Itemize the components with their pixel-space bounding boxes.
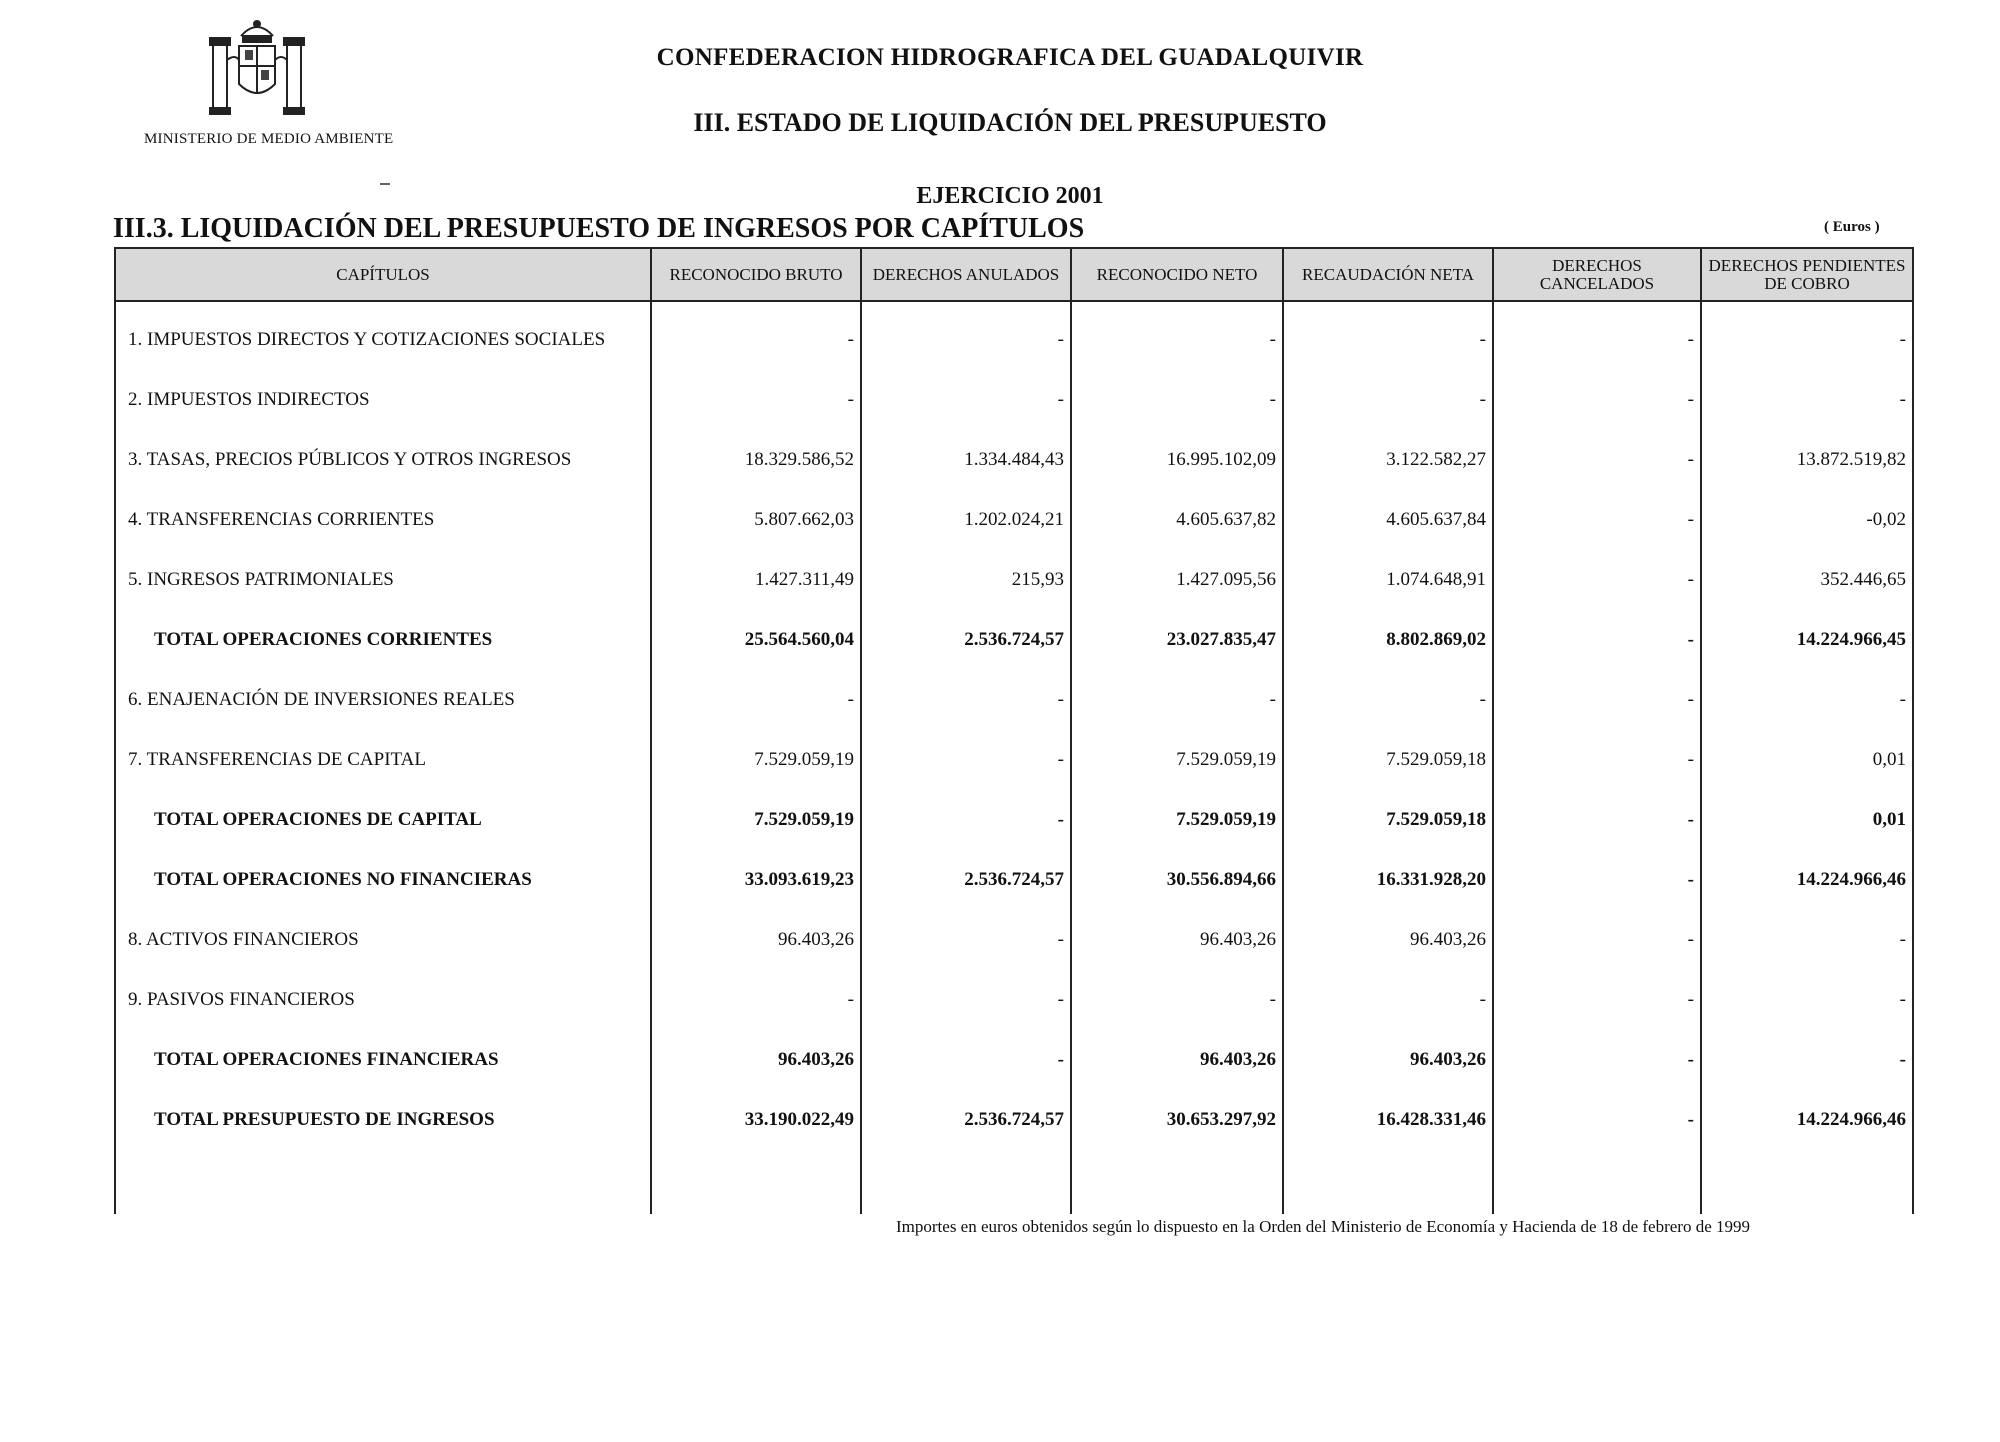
column-header: RECONOCIDO NETO [1071, 248, 1283, 301]
ministry-label: MINISTERIO DE MEDIO AMBIENTE [144, 131, 394, 147]
cell-derechos-anulados: 2.536.724,57 [861, 850, 1071, 910]
cell-reconocido-neto: 7.529.059,19 [1071, 790, 1283, 850]
cell-pendientes-cobro: - [1701, 370, 1913, 430]
cell-recaudacion-neta: 16.331.928,20 [1283, 850, 1493, 910]
empty-cell [1283, 1150, 1493, 1214]
cell-recaudacion-neta: 7.529.059,18 [1283, 790, 1493, 850]
cell-reconocido-neto: 1.427.095,56 [1071, 550, 1283, 610]
cell-reconocido-neto: - [1071, 370, 1283, 430]
cell-derechos-anulados: - [861, 790, 1071, 850]
cell-derechos-anulados: 2.536.724,57 [861, 1090, 1071, 1150]
empty-cell [651, 1150, 861, 1214]
cell-reconocido-neto: 23.027.835,47 [1071, 610, 1283, 670]
cell-pendientes-cobro: 13.872.519,82 [1701, 430, 1913, 490]
cell-derechos-anulados: - [861, 910, 1071, 970]
cell-reconocido-neto: 4.605.637,82 [1071, 490, 1283, 550]
table-header-row [115, 248, 1913, 301]
table-row [115, 430, 1913, 490]
row-label: 9. PASIVOS FINANCIEROS [115, 970, 651, 1030]
table-row-total [115, 790, 1913, 850]
cell-derechos-cancelados: - [1493, 670, 1701, 730]
cell-pendientes-cobro: 0,01 [1701, 790, 1913, 850]
cell-reconocido-neto: 16.995.102,09 [1071, 430, 1283, 490]
cell-reconocido-bruto: 33.190.022,49 [651, 1090, 861, 1150]
cell-recaudacion-neta: 4.605.637,84 [1283, 490, 1493, 550]
cell-recaudacion-neta: - [1283, 670, 1493, 730]
table-row-total [115, 850, 1913, 910]
row-label: 3. TASAS, PRECIOS PÚBLICOS Y OTROS INGRESOS [115, 430, 651, 490]
table-row [115, 970, 1913, 1030]
empty-cell [861, 1150, 1071, 1214]
row-label: 5. INGRESOS PATRIMONIALES [115, 550, 651, 610]
cell-reconocido-neto: 30.556.894,66 [1071, 850, 1283, 910]
cell-recaudacion-neta: 96.403,26 [1283, 910, 1493, 970]
cell-derechos-cancelados: - [1493, 910, 1701, 970]
column-header: RECAUDACIÓN NETA [1283, 248, 1493, 301]
cell-derechos-cancelados: - [1493, 1090, 1701, 1150]
cell-recaudacion-neta: 1.074.648,91 [1283, 550, 1493, 610]
cell-reconocido-neto: - [1071, 970, 1283, 1030]
dash-mark [380, 183, 390, 185]
table-row-grand-total [115, 1090, 1913, 1150]
cell-derechos-cancelados: - [1493, 850, 1701, 910]
empty-cell [1701, 1150, 1913, 1214]
cell-derechos-cancelados: - [1493, 970, 1701, 1030]
row-label: 2. IMPUESTOS INDIRECTOS [115, 370, 651, 430]
table-row-total [115, 610, 1913, 670]
row-label: TOTAL OPERACIONES FINANCIERAS [115, 1030, 651, 1090]
table-row [115, 910, 1913, 970]
table-row [115, 301, 1913, 370]
cell-reconocido-bruto: - [651, 670, 861, 730]
budget-table [114, 247, 1914, 1214]
cell-reconocido-bruto: 5.807.662,03 [651, 490, 861, 550]
cell-reconocido-bruto: 18.329.586,52 [651, 430, 861, 490]
section-title: III.3. LIQUIDACIÓN DEL PRESUPUESTO DE INGRESOS POR CAPÍTULOS [113, 213, 1085, 244]
cell-reconocido-bruto: 7.529.059,19 [651, 730, 861, 790]
cell-derechos-anulados: 2.536.724,57 [861, 610, 1071, 670]
exercise-year: EJERCICIO 2001 [916, 183, 1104, 209]
row-label: 4. TRANSFERENCIAS CORRIENTES [115, 490, 651, 550]
organization-title: CONFEDERACION HIDROGRAFICA DEL GUADALQUIVIR [656, 44, 1364, 71]
cell-derechos-anulados: - [861, 301, 1071, 370]
column-header: RECONOCIDO BRUTO [651, 248, 861, 301]
cell-derechos-anulados: - [861, 1030, 1071, 1090]
table-row [115, 370, 1913, 430]
cell-recaudacion-neta: - [1283, 370, 1493, 430]
cell-pendientes-cobro: - [1701, 1030, 1913, 1090]
cell-reconocido-neto: - [1071, 670, 1283, 730]
row-label: TOTAL OPERACIONES NO FINANCIERAS [115, 850, 651, 910]
cell-derechos-anulados: - [861, 730, 1071, 790]
cell-reconocido-bruto: 1.427.311,49 [651, 550, 861, 610]
currency-label: ( Euros ) [1824, 219, 1880, 235]
cell-reconocido-bruto: 96.403,26 [651, 910, 861, 970]
statement-title: III. ESTADO DE LIQUIDACIÓN DEL PRESUPUESTO [693, 108, 1327, 137]
coat-of-arms-icon [205, 14, 309, 122]
cell-derechos-cancelados: - [1493, 430, 1701, 490]
cell-derechos-cancelados: - [1493, 301, 1701, 370]
column-header: DERECHOS CANCELADOS [1493, 248, 1701, 301]
cell-derechos-anulados: - [861, 670, 1071, 730]
row-label: 6. ENAJENACIÓN DE INVERSIONES REALES [115, 670, 651, 730]
cell-recaudacion-neta: 8.802.869,02 [1283, 610, 1493, 670]
cell-derechos-cancelados: - [1493, 550, 1701, 610]
table-row [115, 490, 1913, 550]
cell-recaudacion-neta: 7.529.059,18 [1283, 730, 1493, 790]
footnote: Importes en euros obtenidos según lo dispuesto en la Orden del Ministerio de Economía y Hacienda de 18 de febrero de 1999 [896, 1217, 1751, 1236]
cell-reconocido-bruto: - [651, 370, 861, 430]
cell-reconocido-neto: 96.403,26 [1071, 910, 1283, 970]
budget-table-container [114, 247, 1912, 1207]
cell-derechos-anulados: - [861, 370, 1071, 430]
cell-derechos-cancelados: - [1493, 730, 1701, 790]
cell-derechos-cancelados: - [1493, 490, 1701, 550]
cell-derechos-cancelados: - [1493, 610, 1701, 670]
empty-cell [115, 1150, 651, 1214]
cell-pendientes-cobro: 14.224.966,46 [1701, 1090, 1913, 1150]
row-label: TOTAL PRESUPUESTO DE INGRESOS [115, 1090, 651, 1150]
column-header: DERECHOS PENDIENTES DE COBRO [1701, 248, 1913, 301]
cell-derechos-cancelados: - [1493, 370, 1701, 430]
cell-pendientes-cobro: - [1701, 970, 1913, 1030]
cell-recaudacion-neta: - [1283, 970, 1493, 1030]
row-label: TOTAL OPERACIONES DE CAPITAL [115, 790, 651, 850]
row-label: 1. IMPUESTOS DIRECTOS Y COTIZACIONES SOCIALES [115, 301, 651, 370]
cell-reconocido-bruto: - [651, 970, 861, 1030]
cell-pendientes-cobro: - [1701, 670, 1913, 730]
cell-pendientes-cobro: 14.224.966,45 [1701, 610, 1913, 670]
cell-reconocido-bruto: 7.529.059,19 [651, 790, 861, 850]
row-label: TOTAL OPERACIONES CORRIENTES [115, 610, 651, 670]
cell-derechos-anulados: - [861, 970, 1071, 1030]
table-row-total [115, 1030, 1913, 1090]
cell-pendientes-cobro: 14.224.966,46 [1701, 850, 1913, 910]
cell-reconocido-neto: 7.529.059,19 [1071, 730, 1283, 790]
cell-recaudacion-neta: 96.403,26 [1283, 1030, 1493, 1090]
cell-recaudacion-neta: 3.122.582,27 [1283, 430, 1493, 490]
cell-reconocido-bruto: 96.403,26 [651, 1030, 861, 1090]
table-row [115, 550, 1913, 610]
cell-reconocido-bruto: 33.093.619,23 [651, 850, 861, 910]
cell-derechos-cancelados: - [1493, 1030, 1701, 1090]
table-empty-row [115, 1150, 1913, 1214]
empty-cell [1071, 1150, 1283, 1214]
cell-derechos-anulados: 215,93 [861, 550, 1071, 610]
cell-pendientes-cobro: - [1701, 910, 1913, 970]
cell-reconocido-neto: - [1071, 301, 1283, 370]
cell-recaudacion-neta: 16.428.331,46 [1283, 1090, 1493, 1150]
table-row [115, 730, 1913, 790]
cell-pendientes-cobro: 0,01 [1701, 730, 1913, 790]
cell-reconocido-neto: 96.403,26 [1071, 1030, 1283, 1090]
cell-recaudacion-neta: - [1283, 301, 1493, 370]
cell-reconocido-neto: 30.653.297,92 [1071, 1090, 1283, 1150]
row-label: 7. TRANSFERENCIAS DE CAPITAL [115, 730, 651, 790]
table-row [115, 670, 1913, 730]
row-label: 8. ACTIVOS FINANCIEROS [115, 910, 651, 970]
cell-reconocido-bruto: - [651, 301, 861, 370]
cell-pendientes-cobro: - [1701, 301, 1913, 370]
cell-derechos-anulados: 1.202.024,21 [861, 490, 1071, 550]
cell-pendientes-cobro: 352.446,65 [1701, 550, 1913, 610]
empty-cell [1493, 1150, 1701, 1214]
column-header: CAPÍTULOS [115, 248, 651, 301]
column-header: DERECHOS ANULADOS [861, 248, 1071, 301]
cell-derechos-cancelados: - [1493, 790, 1701, 850]
cell-derechos-anulados: 1.334.484,43 [861, 430, 1071, 490]
cell-pendientes-cobro: -0,02 [1701, 490, 1913, 550]
cell-reconocido-bruto: 25.564.560,04 [651, 610, 861, 670]
